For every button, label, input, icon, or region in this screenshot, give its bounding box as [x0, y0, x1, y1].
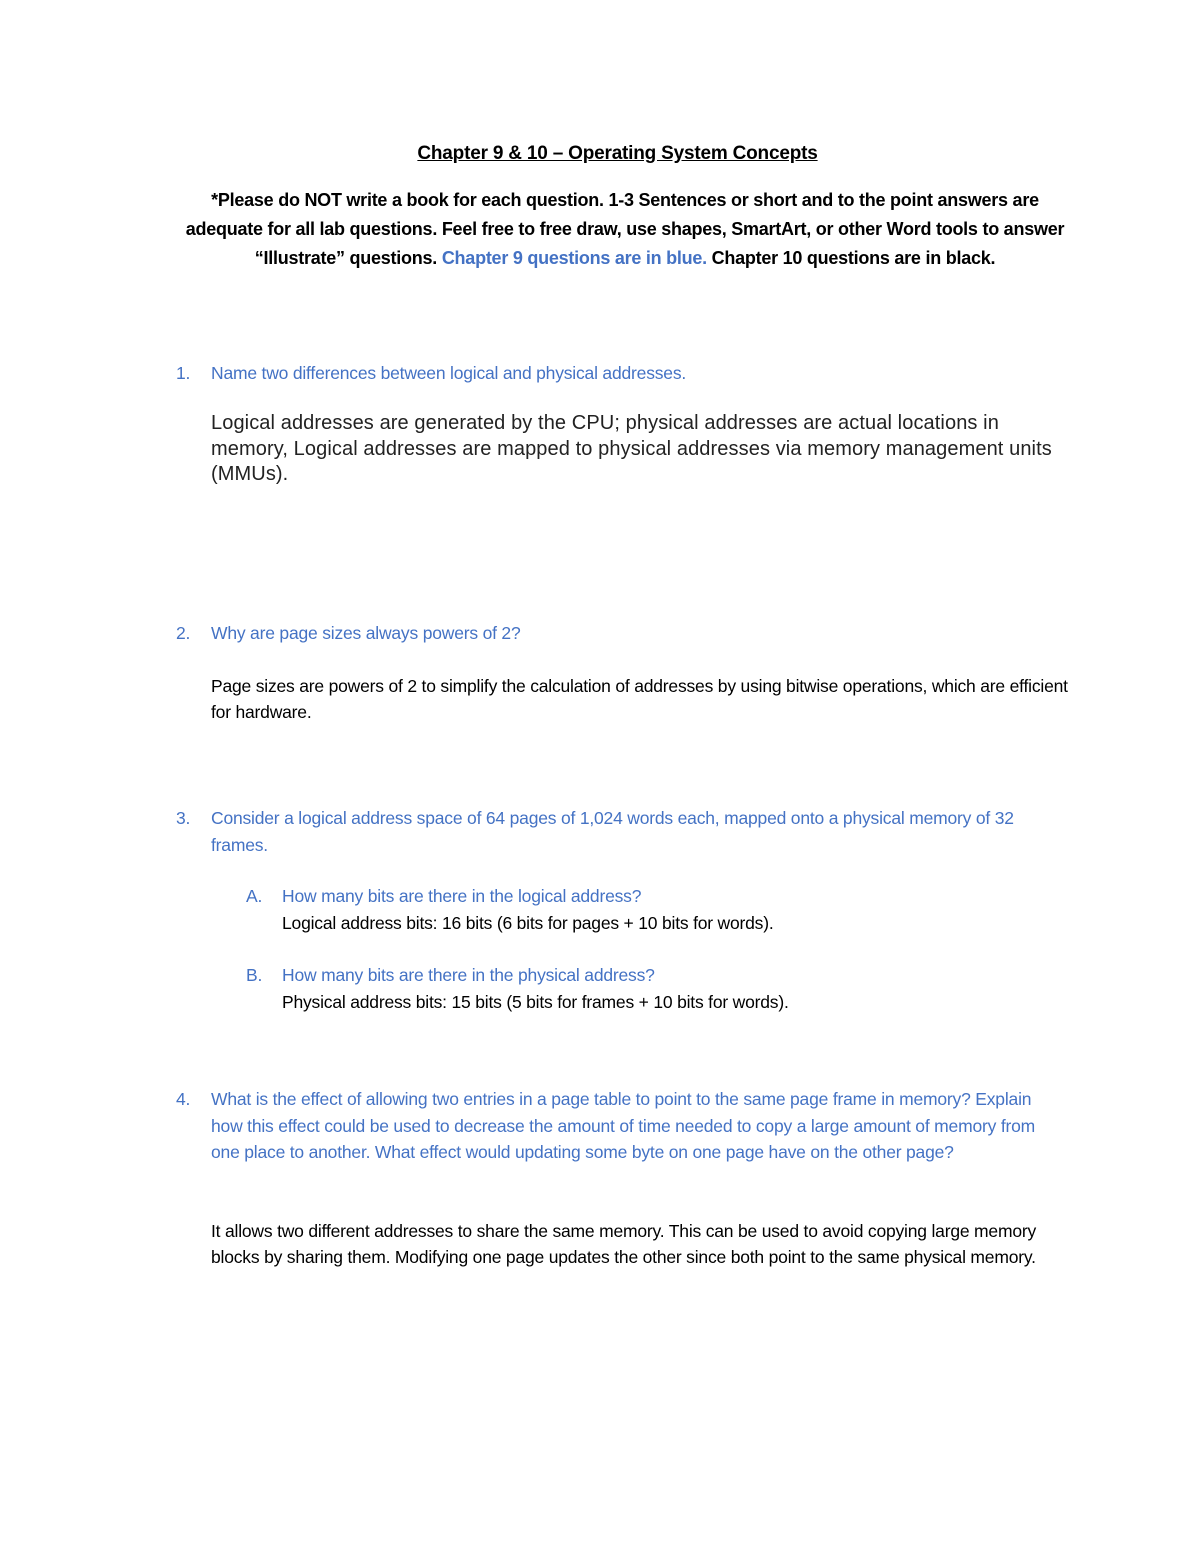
sub-answer-text: Logical address bits: 16 bits (6 bits for pages + 10 bits for words). [282, 913, 774, 933]
question-3a [246, 883, 1046, 937]
question-number: 3. [176, 808, 191, 828]
question-text: What is the effect of allowing two entries in a page table to point to the same page frame in memory? Explain how this effect could be used to decrease the amount of time needed to copy a large amount of memory from one place to another. What effect would updating some byte on one page have on the other page? [211, 1089, 1036, 1162]
question-number: 4. [176, 1089, 191, 1109]
instructions-blue-note: Chapter 9 questions are in blue. [441, 248, 707, 268]
sub-question-letter: A. [246, 886, 263, 906]
question-text: Name two differences between logical and physical addresses. [211, 363, 687, 383]
question-number: 2. [176, 623, 191, 643]
answer-2: Page sizes are powers of 2 to simplify the calculation of addresses by using bitwise operations, which are efficient for hardware. [211, 676, 1068, 722]
instructions-text: *Please do NOT write a book for each question. 1-3 Sentences or short and to the point answers are adequate for all lab questions. Feel free to free draw, use shapes, SmartArt, or other Word tools to answer “Illustrate” questions. [185, 190, 1065, 268]
question-text: Why are page sizes always powers of 2? [211, 623, 521, 643]
question-1 [176, 360, 1056, 387]
document-title: Chapter 9 & 10 – Operating System Concepts [417, 143, 818, 164]
question-3 [176, 805, 1056, 858]
question-4 [176, 1086, 1056, 1166]
sub-answer-text: Physical address bits: 15 bits (5 bits for frames + 10 bits for words). [282, 992, 789, 1012]
sub-question-text: How many bits are there in the physical address? [282, 965, 655, 985]
question-text: Consider a logical address space of 64 pages of 1,024 words each, mapped onto a physical memory of 32 frames. [211, 808, 1014, 855]
answer-4: It allows two different addresses to share the same memory. This can be used to avoid copying large memory blocks by sharing them. Modifying one page updates the other since both point to the same physical memory. [211, 1221, 1037, 1267]
sub-question-text: How many bits are there in the logical address? [282, 886, 642, 906]
question-2 [176, 620, 1056, 647]
sub-question-letter: B. [246, 965, 263, 985]
question-number: 1. [176, 363, 191, 383]
instructions-paragraph [185, 186, 1065, 273]
instructions-black-note: Chapter 10 questions are in black. [706, 248, 996, 268]
question-3b [246, 962, 1046, 1016]
answer-1: Logical addresses are generated by the CPU; physical addresses are actual locations in memory, Logical addresses are mapped to physical addresses via memory management units (MMUs). [211, 412, 1052, 485]
